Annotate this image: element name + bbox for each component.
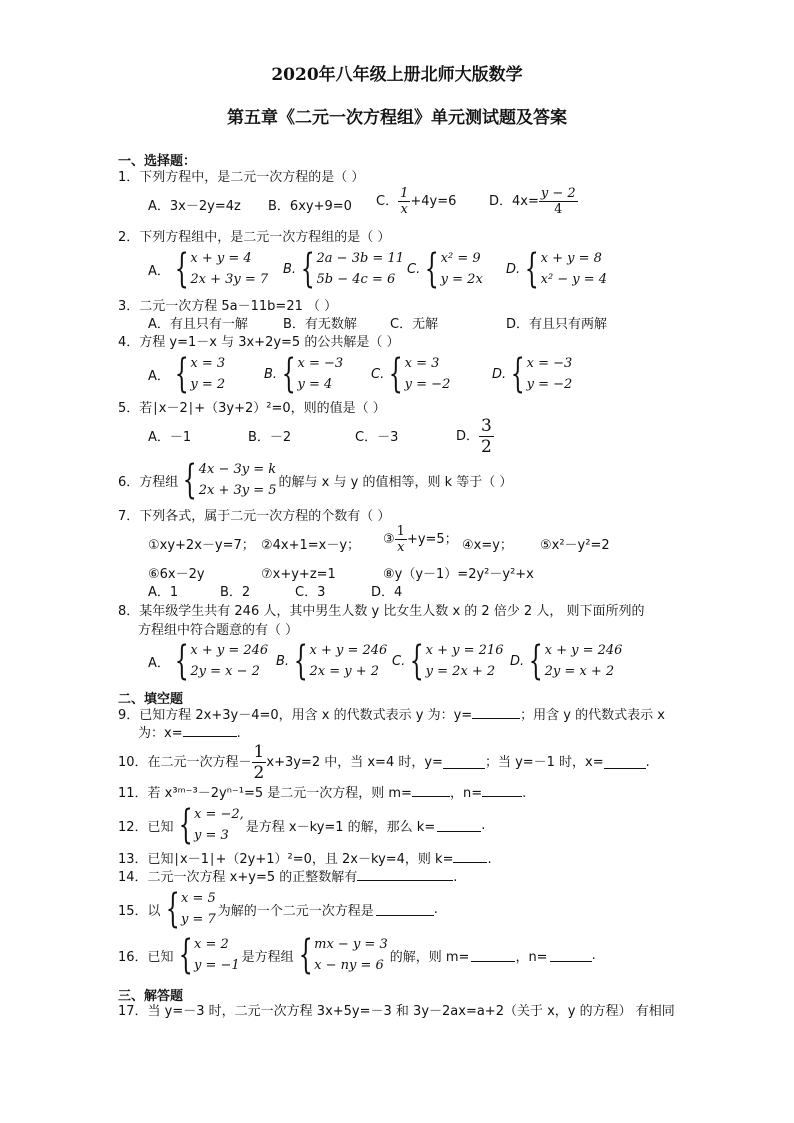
q14-text-a: 14．二元一次方程 x+y=5 的正整数解有 [118, 870, 358, 885]
q12-eq2: y = 3 [194, 828, 229, 843]
q4-option-a [148, 353, 225, 395]
q3-option-b: B．有无数解 [283, 317, 357, 332]
q4-a-eq1: x = 3 [190, 356, 226, 371]
q15-eq1: x = 5 [181, 891, 216, 906]
brace-icon: { [524, 246, 539, 292]
q7-item-1: ①xy+2x－y=7； [148, 538, 255, 553]
q4-d-eq1: x = −3 [526, 356, 573, 371]
q5-option-a: A．－1 [148, 430, 192, 445]
q12-line [118, 804, 487, 846]
q2-c-eq2: y = 2x [440, 272, 483, 287]
q8-b-eq1: x + y = 246 [309, 643, 388, 658]
brace-icon: { [174, 246, 189, 292]
q15-eq2: y = 7 [181, 912, 216, 927]
q16-line [118, 934, 598, 976]
q15-suffix: 为解的一个二元一次方程是 [217, 903, 374, 919]
q8-c-eq2: y = 2x + 2 [425, 664, 496, 679]
q16-eq2: y = −1 [194, 958, 240, 973]
q12-suffix: 是方程 x－ky=1 的解，那么 k= [245, 819, 436, 835]
section-solve-heading: 三、解答题 [118, 989, 184, 1004]
q8-c-eq1: x + y = 216 [425, 643, 504, 658]
q4-option-d [492, 353, 572, 395]
q4-a-label: A． [148, 368, 170, 384]
answer-blank[interactable] [183, 724, 237, 737]
q16-end: . [591, 947, 596, 963]
section-choice-heading: 一、选择题： [118, 154, 197, 169]
brace-icon: { [300, 246, 315, 292]
q1-c-numerator: 1 [400, 186, 409, 201]
q11-text-b: ，n= [449, 786, 483, 801]
answer-blank[interactable] [472, 706, 520, 719]
q5-option-b: B．－2 [248, 430, 292, 445]
q5-d-fraction [479, 416, 494, 457]
q4-b-eq2: y = 4 [297, 377, 333, 392]
q10-text-a: 10．在二元一次方程－ [118, 754, 252, 770]
q5-d-denominator: 2 [481, 437, 492, 457]
q8-option-d [510, 640, 622, 682]
q3-option-d: D．有且只有两解 [506, 317, 608, 332]
q8-a-eq2: 2y = x − 2 [190, 664, 260, 679]
q10-fraction [252, 742, 267, 783]
answer-blank[interactable] [482, 784, 522, 797]
answer-blank[interactable] [412, 784, 450, 797]
q7-item-5: ⑤x²－y²=2 [540, 538, 610, 553]
q7-item-3 [383, 524, 458, 555]
q8-stem-line2: 方程组中符合题意的有（ ） [138, 623, 299, 638]
answer-blank[interactable] [437, 819, 481, 832]
q7-item-7: ⑦x+y+z=1 [261, 567, 336, 582]
q1-d-fraction [539, 186, 578, 217]
q5-option-c: C．－3 [355, 430, 399, 445]
q15-line [118, 888, 440, 930]
page-subtitle: 第五章《二元一次方程组》单元测试题及答案 [227, 108, 567, 128]
brace-icon: { [281, 351, 296, 397]
q12-eq1: x = −2, [194, 807, 244, 822]
brace-icon: { [174, 351, 189, 397]
q16-prefix: 16．已知 [118, 949, 174, 965]
q6-eq2: 2x + 3y = 5 [198, 483, 277, 498]
q4-option-c [371, 353, 450, 395]
q1-d-numerator: y − 2 [540, 186, 576, 201]
q2-d-eq2: x² − y = 4 [540, 272, 608, 287]
q15-prefix: 15．以 [118, 903, 161, 919]
q2-d-eq1: x + y = 8 [540, 251, 602, 266]
q7-item-3-label: ③ [383, 531, 395, 547]
q2-b-label: B. [283, 261, 297, 277]
q1-option-c [376, 186, 456, 217]
q7-item-6: ⑥6x－2y [148, 567, 205, 582]
q2-c-eq1: x² = 9 [440, 251, 481, 266]
q10-denominator: 2 [253, 763, 265, 783]
q13-text-a: 13．已知∣x－1∣+（2y+1）²=0，且 2x－ky=4，则 k= [118, 852, 454, 867]
q1-option-b: B．6xy+9=0 [268, 199, 352, 214]
brace-icon: { [178, 932, 193, 978]
brace-icon: { [528, 638, 543, 684]
q6-prefix: 6．方程组 [118, 474, 179, 490]
q7-item-3-rest: +y=5； [406, 531, 458, 547]
q11-text-a: 11．若 x³ᵐ⁻³－2yⁿ⁻¹=5 是二元一次方程，则 m= [118, 786, 412, 801]
q1-option-a: A．3x－2y=4z [148, 199, 241, 214]
q6-line [118, 459, 514, 501]
q8-stem-line1: 8．某年级学生共有 246 人，其中男生人数 y 比女生人数 x 的 2 倍少 2 人， 则下面所列的 [118, 604, 645, 619]
q1-d-label: D．4x= [489, 193, 539, 209]
answer-blank[interactable] [471, 949, 515, 962]
q1-c-denominator: x [400, 202, 408, 217]
brace-icon: { [174, 638, 189, 684]
q1-option-d [489, 186, 578, 217]
q11-line [118, 784, 526, 803]
q2-b-eq2: 5b − 4c = 6 [316, 272, 396, 287]
page-title: 2020年八年级上册北师大版数学 [271, 65, 523, 85]
q8-d-eq1: x + y = 246 [544, 643, 623, 658]
q2-a-eq1: x + y = 4 [190, 251, 252, 266]
brace-icon: { [510, 351, 525, 397]
brace-icon: { [165, 886, 180, 932]
q16-mid: 是方程组 [241, 949, 294, 965]
q7-item-3-denominator: x [397, 540, 405, 555]
q4-b-label: B. [264, 366, 278, 382]
q12-end: . [481, 817, 486, 833]
q14-line [118, 868, 457, 887]
q3-option-c: C．无解 [390, 317, 439, 332]
q16-eq1: x = 2 [194, 937, 229, 952]
answer-blank[interactable] [357, 868, 453, 881]
q7-item-8: ⑧y（y－1）=2y²－y²+x [383, 567, 534, 582]
q8-a-eq1: x + y = 246 [190, 643, 269, 658]
q1-c-rest: +4y=6 [410, 193, 457, 209]
q10-line [118, 742, 650, 783]
q2-a-label: A． [148, 263, 170, 279]
q5-d-numerator: 3 [481, 416, 492, 436]
q17-line: 17．当 y=－3 时，二元一次方程 3x+5y=－3 和 3y－2ax=a+2（关于 x，y 的方程） 有相同 [118, 1004, 675, 1019]
brace-icon: { [388, 351, 403, 397]
q7-item-2: ②4x+1=x－y； [261, 538, 361, 553]
q9-text-b: ；用含 y 的代数式表示 x [520, 708, 665, 723]
answer-blank[interactable] [376, 903, 434, 916]
q10-text-b: x+3y=2 中，当 x=4 时，y= [266, 754, 443, 770]
brace-icon: { [298, 932, 313, 978]
brace-icon: { [178, 802, 193, 848]
q9-line1 [118, 706, 665, 725]
q7-option-b: B．2 [220, 585, 251, 600]
q8-option-b [276, 640, 387, 682]
q8-b-label: B. [276, 653, 290, 669]
q8-b-eq2: 2x = y + 2 [309, 664, 380, 679]
q7-option-c: C．3 [295, 585, 326, 600]
q4-option-b [264, 353, 343, 395]
q13-text-b: . [487, 852, 492, 867]
q8-option-c [392, 640, 503, 682]
q8-d-label: D. [510, 653, 525, 669]
q2-b-eq1: 2a − 3b = 11 [316, 251, 404, 266]
q11-text-c: . [522, 786, 527, 801]
q14-text-b: . [453, 870, 458, 885]
q4-stem: 4．方程 y=1－x 与 3x+2y=5 的公共解是（ ） [118, 335, 400, 350]
q1-c-label: C． [376, 193, 399, 209]
q6-suffix: 的解与 x 与 y 的值相等，则 k 等于（ ） [278, 474, 513, 490]
brace-icon: { [293, 638, 308, 684]
q3-option-a: A．有且只有一解 [148, 317, 248, 332]
q9-text-c: 为：x= [138, 726, 183, 741]
q7-stem: 7．下列各式，属于二元一次方程的个数有（ ） [118, 509, 391, 524]
q2-a-eq2: 2x + 3y = 7 [190, 272, 269, 287]
q4-d-label: D. [492, 366, 507, 382]
q4-c-eq1: x = 3 [404, 356, 440, 371]
q3-stem: 3．二元一次方程 5a－11b=21 （ ） [118, 299, 338, 314]
q15-end: . [433, 901, 438, 917]
q4-c-label: C. [371, 366, 385, 382]
answer-blank[interactable] [453, 850, 487, 863]
q2-d-label: D. [506, 261, 521, 277]
q2-stem: 2．下列方程组中，是二元一次方程组的是（ ） [118, 230, 391, 245]
q12-prefix: 12．已知 [118, 819, 174, 835]
q7-item-3-fraction [395, 524, 407, 555]
q8-option-a [148, 640, 268, 682]
q10-numerator: 1 [253, 742, 265, 762]
q7-item-3-numerator: 1 [396, 524, 405, 539]
answer-blank[interactable] [604, 756, 646, 769]
brace-icon: { [183, 457, 198, 503]
q13-line [118, 850, 492, 869]
q10-text-d: . [645, 754, 650, 770]
q7-item-4: ④x=y； [462, 538, 513, 553]
q1-d-denominator: 4 [554, 202, 563, 217]
q1-stem: 1．下列方程中，是二元一次方程的是（ ） [118, 170, 365, 185]
q16-mid2: ，n= [515, 949, 548, 965]
q8-a-label: A． [148, 655, 170, 671]
q4-b-eq1: x = −3 [297, 356, 344, 371]
q16-sys-eq1: mx − y = 3 [314, 937, 388, 952]
q8-d-eq2: 2y = x + 2 [544, 664, 615, 679]
q2-option-b [283, 248, 404, 290]
q2-option-a [148, 248, 268, 290]
q16-suffix: 的解，则 m= [389, 949, 470, 965]
q7-option-d: D．4 [371, 585, 403, 600]
answer-blank[interactable] [443, 756, 485, 769]
q6-eq1: 4x − 3y = k [198, 462, 277, 477]
q9-text-a: 9．已知方程 2x+3y－4=0，用含 x 的代数式表示 y 为：y= [118, 708, 473, 723]
q7-option-a: A．1 [148, 585, 179, 600]
q5-stem: 5．若∣x－2∣+（3y+2）²=0，则的值是（ ） [118, 401, 386, 416]
brace-icon: { [424, 246, 439, 292]
q16-sys-eq2: x − ny = 6 [314, 958, 384, 973]
answer-blank[interactable] [550, 949, 592, 962]
q5-option-d [456, 416, 494, 457]
q10-text-c: ；当 y=－1 时，x= [484, 754, 604, 770]
q2-c-label: C. [407, 261, 421, 277]
brace-icon: { [409, 638, 424, 684]
q9-text-d: . [236, 726, 241, 741]
section-fill-heading: 二、填空题 [118, 692, 184, 707]
q1-c-fraction [398, 186, 410, 217]
q4-a-eq2: y = 2 [190, 377, 226, 392]
q2-option-c [407, 248, 483, 290]
q5-d-label: D． [456, 428, 480, 444]
q2-option-d [506, 248, 607, 290]
q8-c-label: C. [392, 653, 406, 669]
q4-c-eq2: y = −2 [404, 377, 451, 392]
q4-d-eq2: y = −2 [526, 377, 573, 392]
q9-line2 [138, 724, 241, 743]
